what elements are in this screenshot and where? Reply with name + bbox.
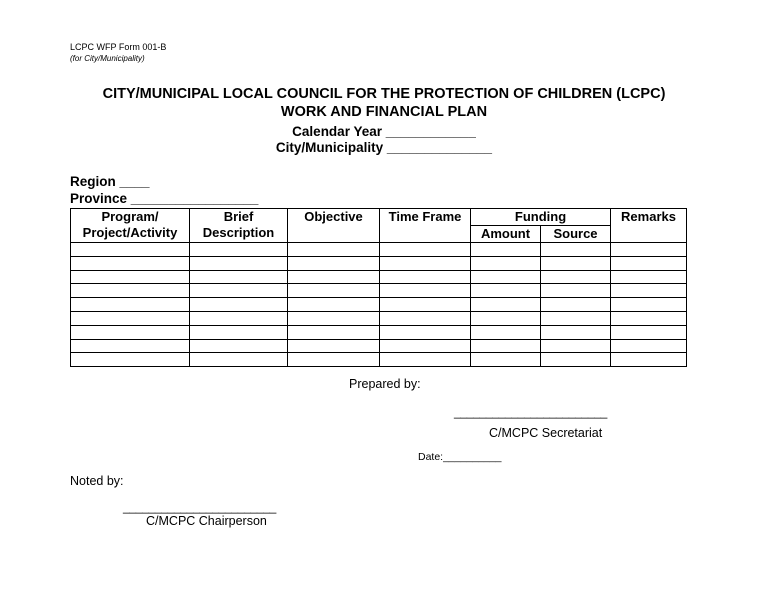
city-municipality-field: City/Municipality ______________ [275, 140, 493, 155]
table-cell [471, 256, 541, 270]
table-cell [611, 298, 687, 312]
table-cell [288, 339, 380, 353]
table-cell [288, 270, 380, 284]
noted-by-label: Noted by: [70, 474, 124, 488]
work-financial-plan-table [70, 208, 687, 367]
table-cell [471, 298, 541, 312]
table-cell [541, 256, 611, 270]
header-source: Source [541, 226, 611, 243]
table-cell [190, 270, 288, 284]
header-objective: Objective [288, 209, 380, 243]
table-cell [541, 243, 611, 257]
chairperson-signature-line: ________________________ [123, 500, 276, 514]
table-row [71, 353, 687, 367]
table-row [71, 311, 687, 325]
table-row [71, 243, 687, 257]
table-cell [611, 243, 687, 257]
table-row [71, 339, 687, 353]
form-scope: (for City/Municipality) [70, 54, 145, 63]
table-cell [190, 243, 288, 257]
table-cell [471, 353, 541, 367]
form-code: LCPC WFP Form 001-B [70, 42, 167, 52]
header-remarks: Remarks [611, 209, 687, 243]
province-field: Province _________________ [70, 191, 259, 206]
table-cell [71, 243, 190, 257]
region-field: Region ____ [70, 174, 150, 189]
table-cell [71, 298, 190, 312]
header-program-project-activity [71, 209, 190, 243]
table-cell [288, 325, 380, 339]
table-cell [611, 256, 687, 270]
prepared-by-label: Prepared by: [349, 377, 421, 391]
table-cell [541, 284, 611, 298]
table-cell [380, 353, 471, 367]
table-cell [471, 311, 541, 325]
chairperson-label: C/MCPC Chairperson [146, 514, 267, 528]
document-subtitle: WORK AND FINANCIAL PLAN [280, 104, 488, 120]
table-cell [190, 353, 288, 367]
table-cell [288, 298, 380, 312]
header-brief-line1: Brief [223, 209, 254, 224]
table-row [71, 270, 687, 284]
secretariat-signature-line: ________________________ [454, 405, 607, 419]
table-row [71, 298, 687, 312]
table-cell [288, 353, 380, 367]
date-field: Date:__________ [418, 451, 502, 463]
table-cell [71, 256, 190, 270]
table-cell [190, 256, 288, 270]
table-cell [190, 284, 288, 298]
table-cell [380, 270, 471, 284]
table-cell [71, 353, 190, 367]
table-cell [190, 311, 288, 325]
table-cell [71, 311, 190, 325]
table-cell [380, 284, 471, 298]
secretariat-label: C/MCPC Secretariat [489, 426, 603, 440]
table-cell [190, 325, 288, 339]
document-title: CITY/MUNICIPAL LOCAL COUNCIL FOR THE PROTECTION OF CHILDREN (LCPC) [102, 86, 666, 102]
header-program-line1: Program/ [101, 209, 159, 224]
table-cell [541, 339, 611, 353]
table-cell [471, 339, 541, 353]
table-cell [288, 311, 380, 325]
table-cell [611, 325, 687, 339]
table-cell [380, 325, 471, 339]
table-cell [611, 284, 687, 298]
table-cell [288, 243, 380, 257]
table-cell [190, 298, 288, 312]
table-cell [71, 339, 190, 353]
header-brief-line2: Description [202, 225, 275, 240]
table-cell [71, 325, 190, 339]
table-cell [380, 339, 471, 353]
header-funding: Funding [471, 209, 611, 226]
table-cell [380, 298, 471, 312]
table-cell [380, 311, 471, 325]
table-row [71, 256, 687, 270]
table-cell [288, 284, 380, 298]
header-amount: Amount [471, 226, 541, 243]
table-cell [471, 243, 541, 257]
table-cell [71, 270, 190, 284]
table-cell [611, 353, 687, 367]
table-cell [190, 339, 288, 353]
table-cell [541, 298, 611, 312]
table-row [71, 325, 687, 339]
table-cell [471, 284, 541, 298]
table-cell [541, 353, 611, 367]
table-cell [541, 311, 611, 325]
table-cell [288, 256, 380, 270]
table-cell [611, 339, 687, 353]
calendar-year-field: Calendar Year ____________ [292, 124, 476, 139]
table-cell [471, 325, 541, 339]
table-body [71, 243, 687, 367]
header-program-line2: Project/Activity [82, 225, 178, 240]
table-cell [611, 311, 687, 325]
table-row [71, 284, 687, 298]
table-cell [380, 256, 471, 270]
header-time-frame: Time Frame [380, 209, 471, 243]
table-cell [541, 270, 611, 284]
table-cell [471, 270, 541, 284]
table-cell [611, 270, 687, 284]
table-cell [71, 284, 190, 298]
header-brief-description [190, 209, 288, 243]
table-cell [380, 243, 471, 257]
table-cell [541, 325, 611, 339]
